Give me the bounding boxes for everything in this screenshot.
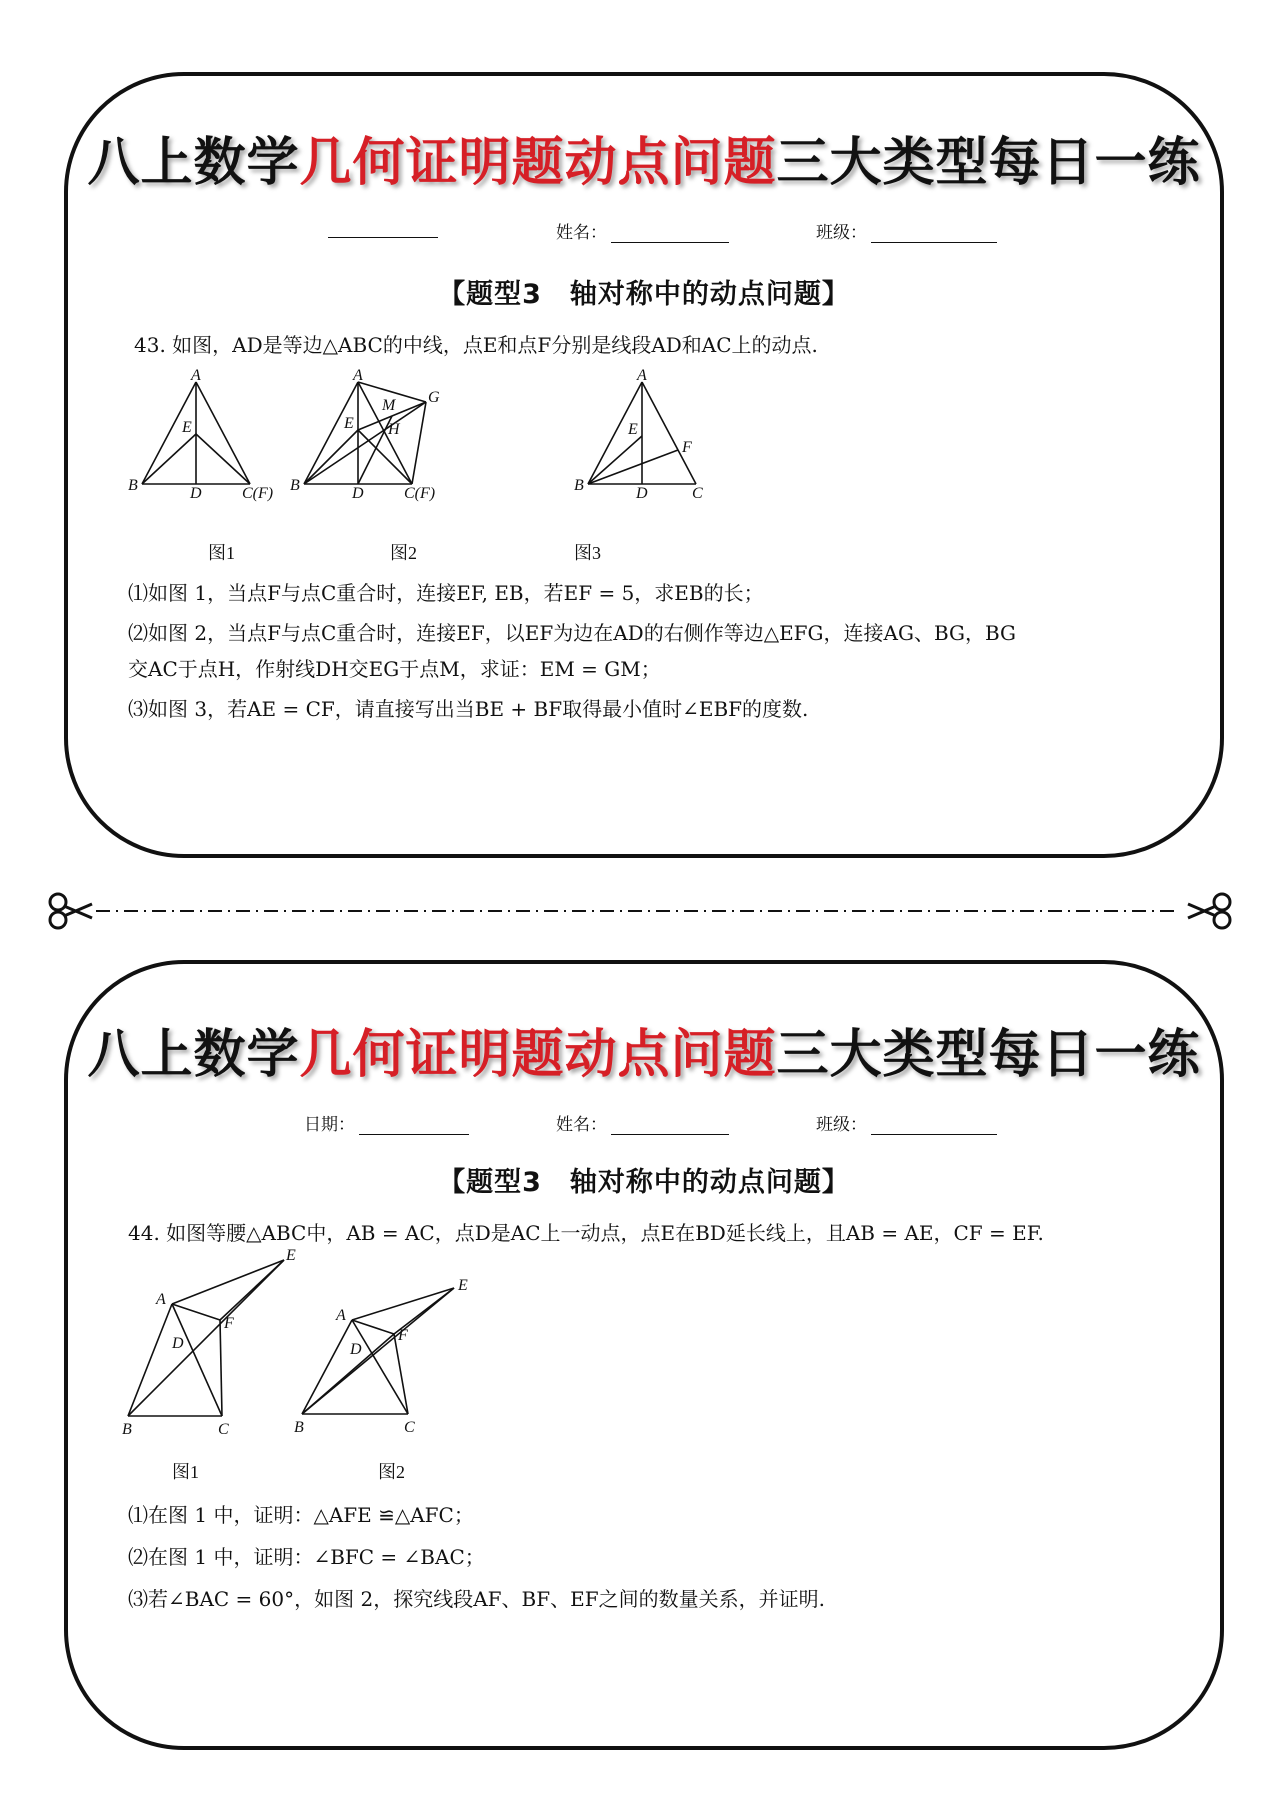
question-intro: 44. 如图等腰△ABC中，AB = AC，点D是AC上一动点，点E在BD延长线上，且AB = AE，CF = EF. — [128, 1221, 1044, 1245]
sub-question-2: ⑵如图 2，当点F与点C重合时，连接EF，以EF为边在AD的右侧作等边△EFG，连接AG、BG，BG — [128, 621, 1017, 645]
label-F: F — [224, 1315, 234, 1332]
figure-1 — [122, 1247, 296, 1438]
figure-caption: 图2 — [390, 543, 417, 563]
worksheet-title: 八上数学几何证明题动点问题三大类型每日一练 — [87, 133, 1201, 193]
label-E: E — [344, 415, 354, 432]
figure-caption: 图1 — [172, 1462, 199, 1482]
class-blank — [871, 1119, 997, 1135]
date-field: 日期： — [304, 1110, 469, 1135]
label-B: B — [290, 477, 300, 494]
label-B: B — [574, 477, 584, 494]
class-blank — [871, 227, 997, 243]
label-A: A — [637, 367, 647, 384]
name-field: 姓名： — [556, 1110, 729, 1135]
label-B: B — [122, 1421, 132, 1438]
worksheet-title: 八上数学几何证明题动点问题三大类型每日一练 — [87, 1025, 1201, 1085]
name-blank — [611, 1119, 729, 1135]
sub-question-2-cont: 交AC于点H，作射线DH交EG于点M，求证：EM = GM； — [128, 657, 661, 681]
label-D: D — [350, 1341, 362, 1358]
label-C: C — [404, 1419, 415, 1436]
label-D: D — [172, 1335, 184, 1352]
label-A: A — [191, 367, 201, 384]
name-field: 姓名： — [556, 218, 729, 243]
question-intro: 43. 如图，AD是等边△ABC的中线，点E和点F分别是线段AD和AC上的动点. — [134, 333, 818, 357]
worksheet-card-43 — [64, 72, 1224, 858]
sub-question-2: ⑵在图 1 中，证明：∠BFC = ∠BAC； — [128, 1545, 485, 1569]
label-B: B — [294, 1419, 304, 1436]
figure-caption: 图3 — [574, 543, 601, 563]
label-E: E — [628, 421, 638, 438]
label-D: D — [190, 485, 202, 502]
label-C: C — [692, 485, 703, 502]
label-F: F — [398, 1327, 408, 1344]
label-A: A — [353, 367, 363, 384]
figure-2 — [294, 1277, 468, 1436]
label-C: C — [218, 1421, 229, 1438]
label-A: A — [336, 1307, 346, 1324]
label-B: B — [128, 477, 138, 494]
label-CF: C(F) — [404, 485, 436, 502]
date-field — [324, 218, 438, 238]
label-F: F — [682, 439, 692, 456]
sub-question-3: ⑶如图 3，若AE = CF，请直接写出当BE + BF取得最小值时∠EBF的度数. — [128, 697, 809, 721]
cut-line-divider — [40, 880, 1240, 940]
label-CF: C(F) — [242, 485, 274, 502]
class-field: 班级： — [816, 1110, 997, 1135]
figure-caption: 图1 — [208, 543, 235, 563]
figure-2 — [290, 367, 440, 502]
date-blank — [359, 1119, 469, 1135]
worksheet-card-44 — [64, 960, 1224, 1750]
scissors-icon — [1188, 894, 1230, 928]
scissors-icon — [50, 894, 92, 928]
label-E: E — [182, 419, 192, 436]
label-H: H — [388, 421, 400, 438]
label-M: M — [382, 397, 396, 414]
label-A: A — [156, 1291, 166, 1308]
sub-question-3: ⑶若∠BAC = 60°，如图 2，探究线段AF、BF、EF之间的数量关系，并证明. — [128, 1587, 825, 1611]
label-E: E — [458, 1277, 468, 1294]
date-blank — [328, 222, 438, 238]
sub-question-1: ⑴在图 1 中，证明：△AFE ≌△AFC； — [128, 1503, 474, 1527]
sub-question-1: ⑴如图 1，当点F与点C重合时，连接EF, EB，若EF = 5，求EB的长； — [128, 581, 764, 605]
figure-1 — [128, 367, 273, 502]
label-D: D — [636, 485, 648, 502]
section-heading: 【题型3 轴对称中的动点问题】 — [438, 279, 850, 310]
label-D: D — [352, 485, 364, 502]
label-G: G — [428, 389, 440, 406]
figure-group-44 — [122, 1247, 568, 1448]
figure-3 — [574, 367, 703, 502]
figure-caption: 图2 — [378, 1462, 405, 1482]
class-field: 班级： — [816, 218, 997, 243]
section-heading: 【题型3 轴对称中的动点问题】 — [438, 1167, 850, 1198]
name-blank — [611, 227, 729, 243]
title-highlight: 几何证明题动点问题 — [299, 133, 777, 193]
label-E: E — [286, 1247, 296, 1264]
figure-group-43 — [128, 367, 728, 532]
title-highlight: 几何证明题动点问题 — [299, 1025, 777, 1085]
